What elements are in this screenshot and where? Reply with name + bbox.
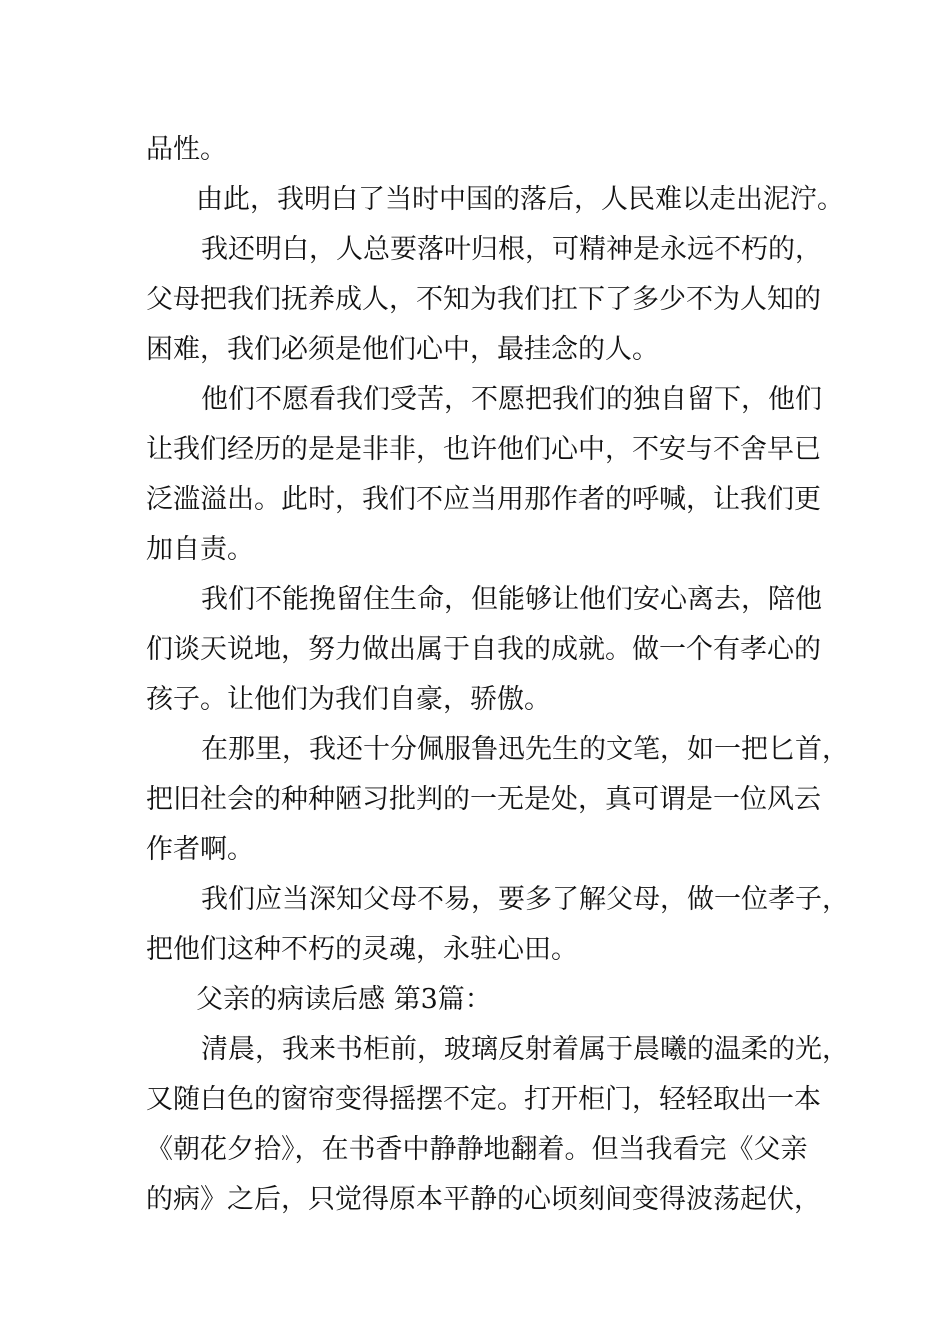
text-line: 又随白色的窗帘变得摇摆不定。打开柜门，轻轻取出一本 [146, 1084, 821, 1115]
text-line: 困难，我们必须是他们心中，最挂念的人。 [146, 334, 659, 365]
text-line: 我们应当深知父母不易，要多了解父母，做一位孝子， [201, 884, 849, 915]
text-line: 加自责。 [146, 534, 254, 565]
text-line: 清晨，我来书柜前，玻璃反射着属于晨曦的温柔的光， [201, 1034, 849, 1065]
text-line: 由此，我明白了当时中国的落后，人民难以走出泥泞。 [196, 184, 844, 215]
text-line: 的病》之后，只觉得原本平静的心顷刻间变得波荡起伏， [146, 1184, 821, 1215]
text-line: 泛滥溢出。此时，我们不应当用那作者的呼喊，让我们更 [146, 484, 821, 515]
text-line: 把他们这种不朽的灵魂，永驻心田。 [146, 934, 578, 965]
text-line: 父母把我们抚养成人，不知为我们扛下了多少不为人知的 [146, 284, 821, 315]
text-line: 品性。 [146, 134, 227, 165]
text-line: 们谈天说地，努力做出属于自我的成就。做一个有孝心的 [146, 634, 821, 665]
text-line: 把旧社会的种种陋习批判的一无是处，真可谓是一位风云 [146, 784, 821, 815]
text-line: 《朝花夕拾》，在书香中静静地翻着。但当我看完《父亲 [146, 1134, 808, 1165]
text-line: 作者啊。 [146, 834, 254, 865]
text-line: 孩子。让他们为我们自豪，骄傲。 [146, 684, 551, 715]
text-line: 他们不愿看我们受苦，不愿把我们的独自留下，他们 [201, 384, 822, 415]
text-line: 在那里，我还十分佩服鲁迅先生的文笔，如一把匕首， [201, 734, 849, 765]
text-line: 我还明白，人总要落叶归根，可精神是永远不朽的， [201, 234, 822, 265]
text-line: 我们不能挽留住生命，但能够让他们安心离去，陪他 [201, 584, 822, 615]
text-line: 让我们经历的是是非非，也许他们心中，不安与不舍早已 [146, 434, 821, 465]
section-heading: 父亲的病读后感 第3篇： [196, 984, 492, 1015]
